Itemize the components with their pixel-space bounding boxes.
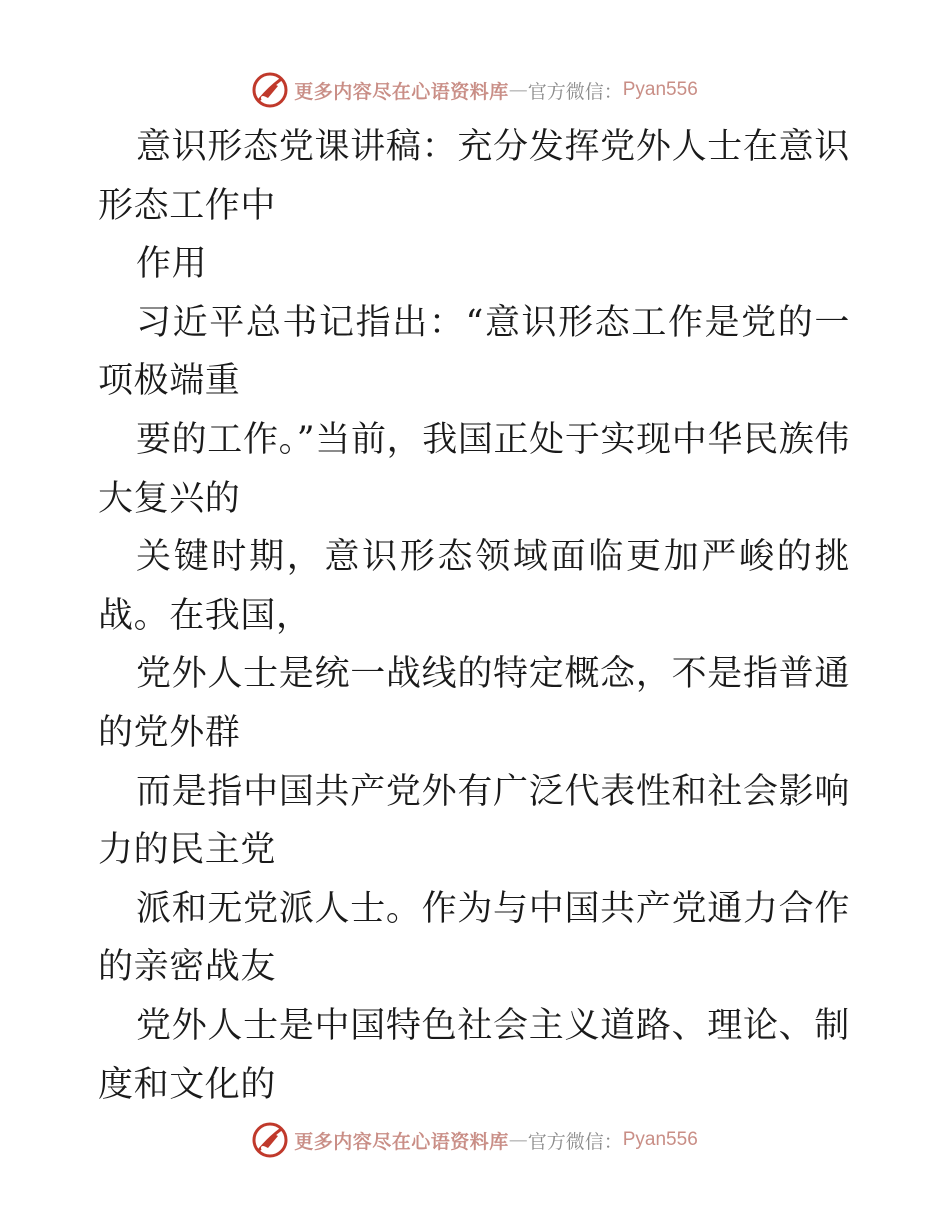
banner-brand-text: 更多内容尽在心语资料库 xyxy=(294,1130,509,1153)
banner-wechat-label: 官方微信： xyxy=(527,80,623,103)
paragraph: 关键时期，意识形态领域面临更加严峻的挑战。在我国， xyxy=(98,537,850,636)
paragraph: 党外人士是统一战线的特定概念，不是指普通的党外群 xyxy=(98,654,850,753)
paragraph: 派和无党派人士。作为与中国共产党通力合作的亲密战友 xyxy=(98,888,850,988)
banner-dash: — xyxy=(508,1129,528,1151)
pen-logo-icon xyxy=(252,72,288,108)
paragraph: 要的工作。”当前，我国正处于实现中华民族伟大复兴的 xyxy=(98,419,850,519)
header-banner xyxy=(0,70,950,110)
banner-wechat-id: Pyan556 xyxy=(622,1129,698,1150)
paragraph: 而是指中国共产党外有广泛代表性和社会影响力的民主党 xyxy=(98,771,850,871)
banner-dash: — xyxy=(508,79,528,101)
banner-wechat-id: Pyan556 xyxy=(622,79,698,100)
document-body xyxy=(98,118,850,1114)
paragraph: 党外人士是中国特色社会主义道路、理论、制度和文化的 xyxy=(98,1005,850,1105)
paragraph: 作用 xyxy=(136,244,208,285)
paragraph: 习近平总书记指出：“意识形态工作是党的一项极端重 xyxy=(98,302,850,402)
banner-wechat-label: 官方微信： xyxy=(527,1130,623,1153)
paragraph: 意识形态党课讲稿：充分发挥党外人士在意识形态工作中 xyxy=(98,127,850,226)
pen-logo-icon xyxy=(252,1122,288,1158)
footer-banner xyxy=(0,1120,950,1160)
banner-brand-text: 更多内容尽在心语资料库 xyxy=(294,80,509,103)
